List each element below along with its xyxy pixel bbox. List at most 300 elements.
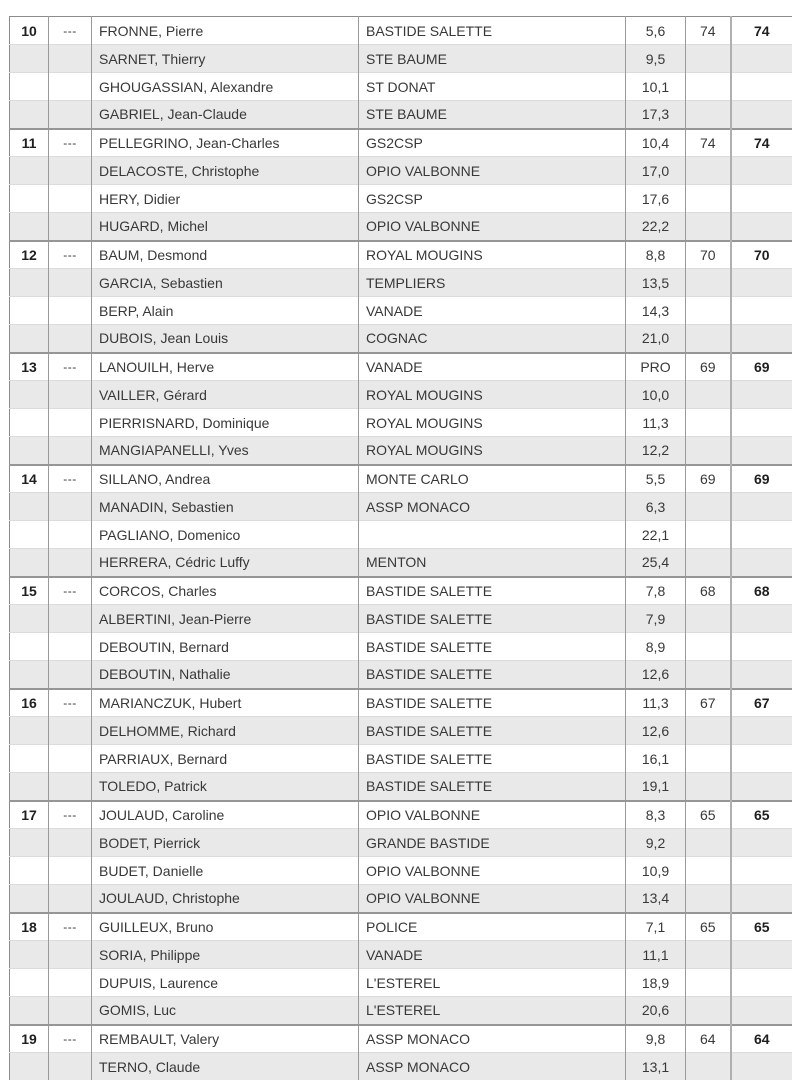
player-name-cell: CORCOS, Charles (92, 577, 359, 605)
club-cell: BASTIDE SALETTE (359, 605, 626, 633)
index-cell: 14,3 (626, 297, 686, 325)
club-cell: BASTIDE SALETTE (359, 17, 626, 45)
rank-cell (10, 745, 49, 773)
rank-cell (10, 213, 49, 241)
total-cell (731, 969, 793, 997)
index-cell: 17,6 (626, 185, 686, 213)
club-cell: VANADE (359, 941, 626, 969)
table-row (10, 493, 793, 521)
score-cell (686, 101, 731, 129)
player-name-cell: SARNET, Thierry (92, 45, 359, 73)
total-cell (731, 325, 793, 353)
table-row (10, 801, 793, 829)
table-row (10, 241, 793, 269)
index-cell: 10,0 (626, 381, 686, 409)
score-cell: 67 (686, 689, 731, 717)
rank-cell (10, 493, 49, 521)
table-row (10, 549, 793, 577)
rank-cell (10, 773, 49, 801)
total-cell (731, 437, 793, 465)
table-row (10, 325, 793, 353)
club-cell: L'ESTEREL (359, 997, 626, 1025)
club-cell: ROYAL MOUGINS (359, 437, 626, 465)
score-cell (686, 325, 731, 353)
table-row (10, 465, 793, 493)
total-cell (731, 885, 793, 913)
club-cell: OPIO VALBONNE (359, 885, 626, 913)
club-cell: MONTE CARLO (359, 465, 626, 493)
table-row (10, 437, 793, 465)
table-row (10, 745, 793, 773)
standings-table (9, 16, 792, 1080)
total-cell: 68 (731, 577, 793, 605)
player-name-cell: LANOUILH, Herve (92, 353, 359, 381)
results-table-body (10, 17, 793, 1081)
movement-cell (49, 997, 92, 1025)
movement-cell (49, 857, 92, 885)
total-cell: 74 (731, 17, 793, 45)
rank-cell: 10 (10, 17, 49, 45)
club-cell: BASTIDE SALETTE (359, 689, 626, 717)
total-cell (731, 101, 793, 129)
rank-cell (10, 885, 49, 913)
player-name-cell: MANGIAPANELLI, Yves (92, 437, 359, 465)
club-cell: VANADE (359, 297, 626, 325)
score-cell (686, 493, 731, 521)
player-name-cell: JOULAUD, Christophe (92, 885, 359, 913)
movement-cell (49, 73, 92, 101)
table-row (10, 941, 793, 969)
player-name-cell: GOMIS, Luc (92, 997, 359, 1025)
total-cell (731, 45, 793, 73)
club-cell: BASTIDE SALETTE (359, 633, 626, 661)
table-row (10, 661, 793, 689)
total-cell: 69 (731, 465, 793, 493)
score-cell: 64 (686, 1025, 731, 1053)
player-name-cell: GARCIA, Sebastien (92, 269, 359, 297)
rank-cell: 15 (10, 577, 49, 605)
score-cell (686, 829, 731, 857)
index-cell: 12,2 (626, 437, 686, 465)
index-cell: 17,0 (626, 157, 686, 185)
movement-cell (49, 661, 92, 689)
score-cell (686, 437, 731, 465)
rank-cell: 14 (10, 465, 49, 493)
table-row (10, 185, 793, 213)
table-row (10, 213, 793, 241)
total-cell (731, 745, 793, 773)
index-cell: 19,1 (626, 773, 686, 801)
rank-cell (10, 633, 49, 661)
movement-cell: --- (49, 1025, 92, 1053)
total-cell (731, 409, 793, 437)
club-cell: OPIO VALBONNE (359, 857, 626, 885)
movement-cell (49, 269, 92, 297)
rank-cell (10, 857, 49, 885)
score-cell (686, 269, 731, 297)
total-cell (731, 381, 793, 409)
score-cell (686, 157, 731, 185)
table-row (10, 857, 793, 885)
table-row (10, 969, 793, 997)
player-name-cell: ALBERTINI, Jean-Pierre (92, 605, 359, 633)
rank-cell (10, 605, 49, 633)
table-row (10, 717, 793, 745)
rank-cell (10, 269, 49, 297)
player-name-cell: GHOUGASSIAN, Alexandre (92, 73, 359, 101)
score-cell (686, 73, 731, 101)
rank-cell (10, 997, 49, 1025)
table-row (10, 45, 793, 73)
total-cell (731, 213, 793, 241)
club-cell: ASSP MONACO (359, 1053, 626, 1081)
table-row (10, 157, 793, 185)
movement-cell: --- (49, 913, 92, 941)
player-name-cell: BAUM, Desmond (92, 241, 359, 269)
rank-cell (10, 437, 49, 465)
rank-cell: 12 (10, 241, 49, 269)
score-cell (686, 549, 731, 577)
total-cell (731, 997, 793, 1025)
movement-cell (49, 101, 92, 129)
total-cell (731, 157, 793, 185)
player-name-cell: FRONNE, Pierre (92, 17, 359, 45)
club-cell: OPIO VALBONNE (359, 157, 626, 185)
movement-cell (49, 605, 92, 633)
club-cell (359, 521, 626, 549)
club-cell: BASTIDE SALETTE (359, 773, 626, 801)
club-cell: GRANDE BASTIDE (359, 829, 626, 857)
movement-cell (49, 549, 92, 577)
total-cell (731, 493, 793, 521)
movement-cell: --- (49, 241, 92, 269)
club-cell: ROYAL MOUGINS (359, 241, 626, 269)
score-cell (686, 185, 731, 213)
total-cell: 70 (731, 241, 793, 269)
total-cell: 67 (731, 689, 793, 717)
player-name-cell: SILLANO, Andrea (92, 465, 359, 493)
club-cell: BASTIDE SALETTE (359, 745, 626, 773)
table-row (10, 1025, 793, 1053)
player-name-cell: DELHOMME, Richard (92, 717, 359, 745)
index-cell: 18,9 (626, 969, 686, 997)
rank-cell: 11 (10, 129, 49, 157)
movement-cell (49, 409, 92, 437)
index-cell: 22,1 (626, 521, 686, 549)
movement-cell (49, 437, 92, 465)
club-cell: OPIO VALBONNE (359, 213, 626, 241)
score-cell: 74 (686, 129, 731, 157)
player-name-cell: DEBOUTIN, Bernard (92, 633, 359, 661)
index-cell: 9,8 (626, 1025, 686, 1053)
table-row (10, 577, 793, 605)
player-name-cell: BODET, Pierrick (92, 829, 359, 857)
club-cell: ROYAL MOUGINS (359, 409, 626, 437)
movement-cell (49, 773, 92, 801)
player-name-cell: JOULAUD, Caroline (92, 801, 359, 829)
score-cell (686, 605, 731, 633)
total-cell (731, 857, 793, 885)
movement-cell (49, 1053, 92, 1081)
total-cell (731, 521, 793, 549)
player-name-cell: VAILLER, Gérard (92, 381, 359, 409)
index-cell: PRO (626, 353, 686, 381)
club-cell: MENTON (359, 549, 626, 577)
rank-cell (10, 941, 49, 969)
rank-cell: 19 (10, 1025, 49, 1053)
index-cell: 7,9 (626, 605, 686, 633)
movement-cell (49, 185, 92, 213)
player-name-cell: HERRERA, Cédric Luffy (92, 549, 359, 577)
score-cell (686, 409, 731, 437)
index-cell: 13,1 (626, 1053, 686, 1081)
score-cell: 69 (686, 465, 731, 493)
player-name-cell: REMBAULT, Valery (92, 1025, 359, 1053)
total-cell (731, 773, 793, 801)
total-cell: 65 (731, 913, 793, 941)
player-name-cell: DUBOIS, Jean Louis (92, 325, 359, 353)
movement-cell: --- (49, 129, 92, 157)
score-cell: 65 (686, 801, 731, 829)
total-cell (731, 269, 793, 297)
club-cell: GS2CSP (359, 185, 626, 213)
total-cell (731, 549, 793, 577)
index-cell: 12,6 (626, 661, 686, 689)
movement-cell: --- (49, 465, 92, 493)
movement-cell (49, 745, 92, 773)
rank-cell (10, 101, 49, 129)
score-cell (686, 45, 731, 73)
movement-cell (49, 633, 92, 661)
table-row (10, 773, 793, 801)
movement-cell (49, 829, 92, 857)
table-row (10, 885, 793, 913)
total-cell (731, 605, 793, 633)
rank-cell: 17 (10, 801, 49, 829)
total-cell (731, 633, 793, 661)
rank-cell: 13 (10, 353, 49, 381)
rank-cell (10, 157, 49, 185)
score-cell: 69 (686, 353, 731, 381)
player-name-cell: BUDET, Danielle (92, 857, 359, 885)
club-cell: BASTIDE SALETTE (359, 717, 626, 745)
movement-cell (49, 381, 92, 409)
rank-cell (10, 185, 49, 213)
player-name-cell: GUILLEUX, Bruno (92, 913, 359, 941)
index-cell: 8,8 (626, 241, 686, 269)
player-name-cell: PELLEGRINO, Jean-Charles (92, 129, 359, 157)
total-cell (731, 941, 793, 969)
index-cell: 13,5 (626, 269, 686, 297)
club-cell: ASSP MONACO (359, 493, 626, 521)
club-cell: ASSP MONACO (359, 1025, 626, 1053)
table-row (10, 409, 793, 437)
table-row (10, 633, 793, 661)
index-cell: 12,6 (626, 717, 686, 745)
movement-cell: --- (49, 17, 92, 45)
player-name-cell: PAGLIANO, Domenico (92, 521, 359, 549)
total-cell: 69 (731, 353, 793, 381)
total-cell (731, 1053, 793, 1081)
movement-cell: --- (49, 801, 92, 829)
rank-cell (10, 969, 49, 997)
index-cell: 9,2 (626, 829, 686, 857)
rank-cell (10, 717, 49, 745)
club-cell: L'ESTEREL (359, 969, 626, 997)
rank-cell (10, 1053, 49, 1081)
player-name-cell: DELACOSTE, Christophe (92, 157, 359, 185)
table-row (10, 997, 793, 1025)
movement-cell (49, 717, 92, 745)
score-cell (686, 213, 731, 241)
index-cell: 9,5 (626, 45, 686, 73)
total-cell (731, 185, 793, 213)
score-cell (686, 633, 731, 661)
club-cell: BASTIDE SALETTE (359, 577, 626, 605)
score-cell (686, 997, 731, 1025)
index-cell: 8,3 (626, 801, 686, 829)
total-cell (731, 829, 793, 857)
table-row (10, 101, 793, 129)
index-cell: 16,1 (626, 745, 686, 773)
index-cell: 5,5 (626, 465, 686, 493)
score-cell (686, 969, 731, 997)
player-name-cell: DEBOUTIN, Nathalie (92, 661, 359, 689)
index-cell: 17,3 (626, 101, 686, 129)
rank-cell (10, 661, 49, 689)
movement-cell: --- (49, 577, 92, 605)
rank-cell (10, 325, 49, 353)
score-cell (686, 297, 731, 325)
total-cell (731, 661, 793, 689)
table-row (10, 381, 793, 409)
total-cell (731, 297, 793, 325)
table-row (10, 605, 793, 633)
movement-cell (49, 885, 92, 913)
table-row (10, 1053, 793, 1081)
index-cell: 11,3 (626, 409, 686, 437)
movement-cell (49, 969, 92, 997)
player-name-cell: DUPUIS, Laurence (92, 969, 359, 997)
player-name-cell: MANADIN, Sebastien (92, 493, 359, 521)
player-name-cell: SORIA, Philippe (92, 941, 359, 969)
player-name-cell: TOLEDO, Patrick (92, 773, 359, 801)
table-row (10, 129, 793, 157)
table-row (10, 521, 793, 549)
rank-cell (10, 549, 49, 577)
score-cell (686, 661, 731, 689)
player-name-cell: HERY, Didier (92, 185, 359, 213)
player-name-cell: HUGARD, Michel (92, 213, 359, 241)
rank-cell (10, 297, 49, 325)
table-row (10, 689, 793, 717)
score-cell (686, 941, 731, 969)
total-cell (731, 717, 793, 745)
score-cell (686, 381, 731, 409)
total-cell: 65 (731, 801, 793, 829)
player-name-cell: PIERRISNARD, Dominique (92, 409, 359, 437)
index-cell: 21,0 (626, 325, 686, 353)
player-name-cell: TERNO, Claude (92, 1053, 359, 1081)
index-cell: 25,4 (626, 549, 686, 577)
score-cell (686, 1053, 731, 1081)
club-cell: STE BAUME (359, 101, 626, 129)
index-cell: 11,3 (626, 689, 686, 717)
table-row (10, 829, 793, 857)
club-cell: TEMPLIERS (359, 269, 626, 297)
score-cell: 74 (686, 17, 731, 45)
player-name-cell: GABRIEL, Jean-Claude (92, 101, 359, 129)
index-cell: 13,4 (626, 885, 686, 913)
club-cell: ROYAL MOUGINS (359, 381, 626, 409)
index-cell: 8,9 (626, 633, 686, 661)
score-cell (686, 885, 731, 913)
index-cell: 7,8 (626, 577, 686, 605)
score-cell: 70 (686, 241, 731, 269)
table-row (10, 17, 793, 45)
movement-cell: --- (49, 689, 92, 717)
rank-cell (10, 829, 49, 857)
score-cell (686, 745, 731, 773)
club-cell: OPIO VALBONNE (359, 801, 626, 829)
standings-table-container (9, 16, 792, 1080)
player-name-cell: PARRIAUX, Bernard (92, 745, 359, 773)
score-cell: 68 (686, 577, 731, 605)
movement-cell (49, 213, 92, 241)
rank-cell: 18 (10, 913, 49, 941)
movement-cell (49, 493, 92, 521)
index-cell: 22,2 (626, 213, 686, 241)
club-cell: ST DONAT (359, 73, 626, 101)
score-cell (686, 773, 731, 801)
club-cell: STE BAUME (359, 45, 626, 73)
rank-cell (10, 45, 49, 73)
rank-cell: 16 (10, 689, 49, 717)
index-cell: 5,6 (626, 17, 686, 45)
rank-cell (10, 409, 49, 437)
total-cell (731, 73, 793, 101)
index-cell: 11,1 (626, 941, 686, 969)
index-cell: 6,3 (626, 493, 686, 521)
total-cell: 74 (731, 129, 793, 157)
movement-cell (49, 45, 92, 73)
index-cell: 7,1 (626, 913, 686, 941)
score-cell (686, 857, 731, 885)
index-cell: 20,6 (626, 997, 686, 1025)
rank-cell (10, 521, 49, 549)
score-cell (686, 521, 731, 549)
index-cell: 10,4 (626, 129, 686, 157)
player-name-cell: MARIANCZUK, Hubert (92, 689, 359, 717)
movement-cell (49, 521, 92, 549)
club-cell: BASTIDE SALETTE (359, 661, 626, 689)
club-cell: GS2CSP (359, 129, 626, 157)
table-row (10, 353, 793, 381)
rank-cell (10, 381, 49, 409)
movement-cell (49, 297, 92, 325)
table-row (10, 269, 793, 297)
rank-cell (10, 73, 49, 101)
score-cell (686, 717, 731, 745)
player-name-cell: BERP, Alain (92, 297, 359, 325)
movement-cell: --- (49, 353, 92, 381)
index-cell: 10,1 (626, 73, 686, 101)
club-cell: COGNAC (359, 325, 626, 353)
table-row (10, 297, 793, 325)
club-cell: POLICE (359, 913, 626, 941)
score-cell: 65 (686, 913, 731, 941)
table-row (10, 73, 793, 101)
